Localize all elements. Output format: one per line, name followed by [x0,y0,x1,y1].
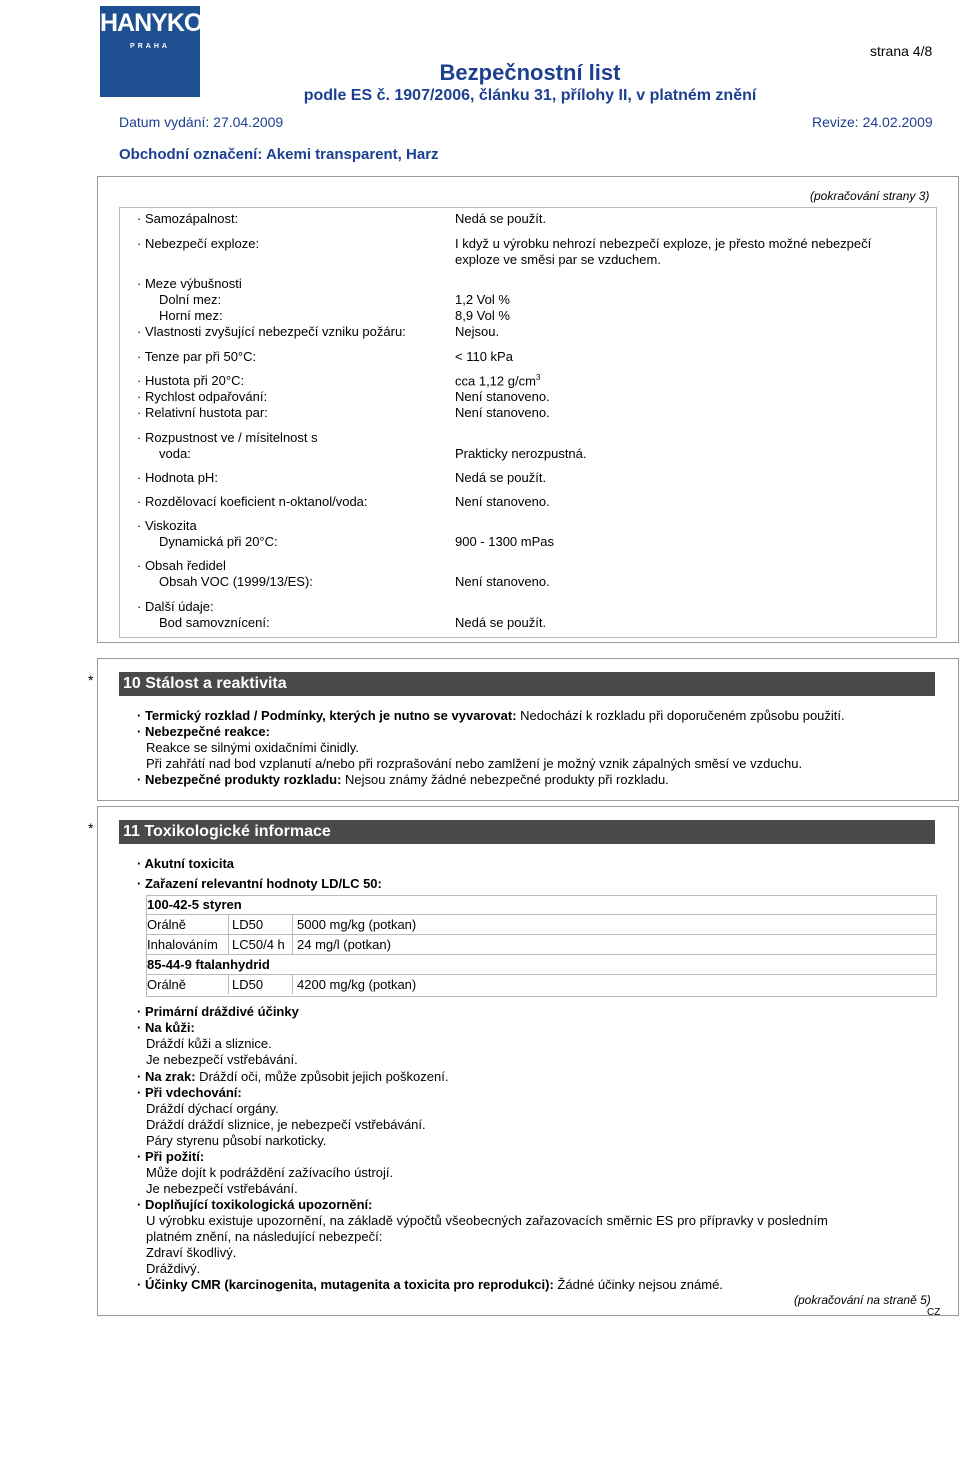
trade-name [119,146,439,163]
partition-label: · Rozdělovací koeficient n-oktanol/voda: [137,494,368,509]
table-col-divider [292,914,293,954]
evaporation-label: · Rychlost odpařování: [137,389,268,404]
revision-date: Revize: 24.02.2009 [812,114,933,130]
ingestion-line-2: Je nebezpečí vstřebávání. [146,1181,298,1196]
vapour-pressure-value: < 110 kPa [455,349,513,364]
table-divider [146,934,936,935]
eye-row [137,1069,448,1084]
other-data-label: · Další údaje: [137,599,214,614]
fire-hazard-value: Nejsou. [455,324,500,339]
relative-density-value: Není stanoveno. [455,405,550,420]
table-row-type: LD50 [232,977,264,992]
self-ignition-value: Nedá se použít. [455,211,547,226]
decomposition-label: · Termický rozklad / Podmínky, kterých je nutno se vyvarovat: [137,708,517,723]
table-divider [146,974,936,975]
upper-limit-value: 8,9 Vol % [455,308,510,323]
additional-tox-line-3: Zdraví škodlivý. [146,1245,237,1260]
cmr-label: · Účinky CMR (karcinogenita, mutagenita a toxicita pro reprodukci): [137,1277,554,1292]
substance-styrene: 100-42-5 styren [147,897,242,912]
continued-from-note: (pokračování strany 3) [810,189,930,203]
relative-density-label: · Relativní hustota par: [137,405,268,420]
density-unit-sup: 3 [535,373,541,382]
table-divider [146,954,936,955]
vapour-pressure-label: · Tenze par při 50°C: [137,349,257,364]
autoignition-label: Bod samovznícení: [159,615,270,630]
cmr-value: Žádné účinky nejsou známé. [557,1277,723,1292]
viscosity-label: · Viskozita [137,518,197,533]
table-row-value: 24 mg/l (potkan) [297,937,391,952]
substance-phthalic-anhydride: 85-44-9 ftalanhydrid [147,957,270,972]
evaporation-value: Není stanoveno. [455,389,550,404]
additional-tox-label: · Doplňující toxikologická upozornění: [137,1197,373,1212]
section-10-heading [119,672,935,696]
decomposition-products-value: Nejsou známy žádné nebezpečné produkty při rozkladu. [345,772,669,787]
explosion-value-1: I když u výrobku nehrozí nebezpečí exploze, je přesto možné nebezpečí [455,236,872,251]
table-row-route: Orálně [147,917,187,932]
page-number: strana 4/8 [870,43,933,59]
density-value [455,373,540,388]
table-row-route: Orálně [147,977,187,992]
additional-tox-line-4: Dráždivý. [146,1261,201,1276]
trade-name-label: Obchodní označení: [119,146,263,163]
table-row-type: LC50/4 h [232,937,285,952]
inhalation-label: · Při vdechování: [137,1085,242,1100]
decomposition-row [137,708,845,723]
table-col-divider [292,974,293,994]
decomposition-value: Nedochází k rozkladu při doporučeném způsobu použití. [520,708,845,723]
decomposition-products-label: · Nebezpečné produkty rozkladu: [137,772,342,787]
language-code: CZ [927,1307,941,1318]
reactions-label: · Nebezpečné reakce: [137,724,270,739]
ldlc-label: · Zařazení relevantní hodnoty LD/LC 50: [137,876,382,891]
solvent-content-label: · Obsah ředidel [137,558,226,573]
eye-value: Dráždí oči, může způsobit jejich poškození. [199,1069,449,1084]
table-row-type: LD50 [232,917,264,932]
skin-label: · Na kůži: [137,1020,195,1035]
dynamic-viscosity-label: Dynamická při 20°C: [159,534,278,549]
table-row-route: Inhalováním [147,937,218,952]
reactions-line-1: Reakce se silnými oxidačními činidly. [146,740,359,755]
logo-subtext: PRAHA [130,43,170,50]
ph-label: · Hodnota pH: [137,470,218,485]
section-10-change-marker: * [88,672,94,688]
reactions-line-2: Při zahřátí nad bod vzplanutí a/nebo při rozprašování nebo zamlžení je možný vznik zápalných směsí ve vzduchu. [146,756,803,771]
table-row-value: 4200 mg/kg (potkan) [297,977,417,992]
table-col-divider [228,914,229,954]
density-number: cca 1,12 g/cm [455,373,536,389]
document-subtitle: podle ES č. 1907/2006, článku 31, přílohy II, v platném znění [303,87,757,104]
lower-limit-value: 1,2 Vol % [455,292,510,307]
table-row-value: 5000 mg/kg (potkan) [297,917,417,932]
lower-limit-label: Dolní mez: [159,292,222,307]
explosion-label: · Nebezpečí exploze: [137,236,260,251]
logo-text: HANYKO [100,9,203,37]
section-10-title: 10 Stálost a reaktivita [123,675,287,692]
table-col-divider [228,974,229,994]
section-11-change-marker: * [88,820,94,836]
partition-value: Není stanoveno. [455,494,550,509]
issue-date: Datum vydání: 27.04.2009 [119,114,284,130]
ingestion-line-1: Může dojít k podráždění zažívacího ústrojí. [146,1165,394,1180]
autoignition-value: Nedá se použít. [455,615,547,630]
section-11-heading [119,820,935,844]
explosion-limits-label: · Meze výbušnosti [137,276,242,291]
fire-hazard-label: · Vlastnosti zvyšující nebezpečí vzniku požáru: [137,324,406,339]
skin-line-2: Je nebezpečí vstřebávání. [146,1052,298,1067]
ingestion-label: · Při požití: [137,1149,205,1164]
voc-value: Není stanoveno. [455,574,550,589]
density-label: · Hustota při 20°C: [137,373,245,388]
primary-irritation-label: · Primární dráždivé účinky [137,1004,299,1019]
decomposition-products-row [137,772,669,787]
dynamic-viscosity-value: 900 - 1300 mPas [455,534,555,549]
explosion-value-2: exploze ve směsi par se vzduchem. [455,252,661,267]
trade-name-value: Akemi transparent, Harz [265,146,439,163]
ph-value: Nedá se použít. [455,470,547,485]
acute-toxicity-label: · Akutní toxicita [137,856,235,871]
solubility-value: Prakticky nerozpustná. [455,446,587,461]
upper-limit-label: Horní mez: [159,308,223,323]
continued-on-note: (pokračování na straně 5) [794,1293,931,1307]
solubility-label-2: voda: [159,446,191,461]
company-logo [100,6,203,97]
skin-line-1: Dráždí kůži a sliznice. [146,1036,272,1051]
additional-tox-line-1: U výrobku existuje upozornění, na základě výpočtů všeobecných zařazovacích směrnic ES pro přípravky v posledním [146,1213,828,1228]
eye-label: · Na zrak: [137,1069,196,1084]
additional-tox-line-2: platném znění, na následující nebezpečí: [146,1229,383,1244]
inhalation-line-1: Dráždí dýchací orgány. [146,1101,279,1116]
table-divider [146,914,936,915]
voc-label: Obsah VOC (1999/13/ES): [159,574,313,589]
self-ignition-label: · Samozápalnost: [137,211,239,226]
inhalation-line-2: Dráždí dráždí sliznice, je nebezpečí vstřebávání. [146,1117,426,1132]
document-title: Bezpečnostní list [439,60,621,85]
section-11-title: 11 Toxikologické informace [123,823,331,840]
inhalation-line-3: Páry styrenu působí narkoticky. [146,1133,327,1148]
cmr-row [137,1277,723,1292]
solubility-label-1: · Rozpustnost ve / mísitelnost s [137,430,318,445]
